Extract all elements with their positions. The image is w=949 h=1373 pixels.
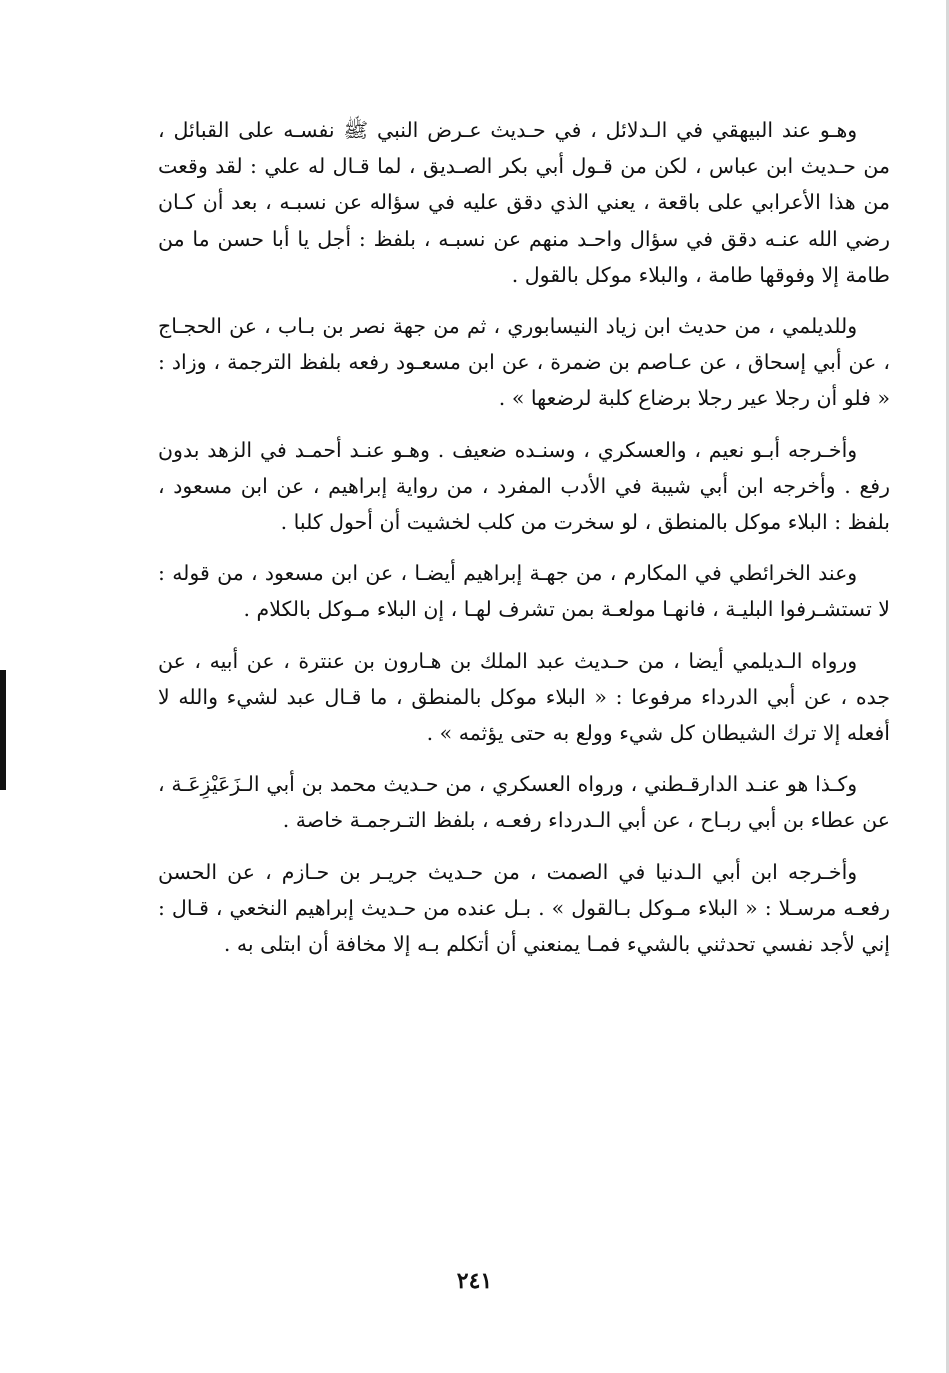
paragraph-3: وأخـرجه أبـو نعيم ، والعسكري ، وسنـده ضعيف . وهـو عنـد أحمـد في الزهد بدون رفع . وأخرجه ابن أبي شيبة في الأدب المفرد ، من رواية إبراهيم ، عن ابن مسعود ، بلفظ : البلاء موكل بالمنطق ، لو سخرت من كلب لخشيت أن أحول كلبا . [158, 437, 890, 535]
page-number: ٢٤١ [456, 1268, 493, 1294]
paragraph-4: وعند الخرائطي في المكارم ، من جهـة إبراهيم أيضـا ، عن ابن مسعود ، من قوله : لا تستشـرفوا البليـة ، فانهـا مولعـة بمن تشرف لهـا ، إن البلاء مـوكل بالكلام . [158, 561, 890, 622]
paragraph-7: وأخـرجه ابن أبي الـدنيا في الصمت ، من حـديث جريـر بن حـازم ، عن الحسن رفعـه مرسـلا : « البلاء مـوكل بـالقول » . بـل عنده من حـديث إبراهيم النخعي ، قـال : إني لأجد نفسي تحدثني بالشيء فمـا يمنعني أن أتكلم بـه إلا مخافة أن ابتلى به . [158, 859, 890, 957]
body-text [158, 112, 890, 977]
paragraph-6: وكـذا هو عنـد الدارقـطني ، ورواه العسكري ، من حـديث محمد بن أبي الـزَعَيْزِعَـة ، عن عطاء بن أبي ربـاح ، عن أبي الـدرداء رفعـه ، بلفظ التـرجمـة خاصة . [158, 772, 890, 833]
paragraph-1: وهـو عند البيهقي في الـدلائل ، في حـديث عـرض النبي ﷺ نفسـه على القبائل ، من حـديث ابن عباس ، لكن من قـول أبي بكر الصـديق ، لما قـال له علي : لقد وقعت من هذا الأعرابي على باقعة ، يعني الذي دقق عليه في سؤاله عن نسبـه ، بعد أن كـان رضي الله عنـه دقق في سؤال واحـد منهم عن نسبـه ، بلفظ : أجل يا أبا حسن ما من طامة إلا وفوقها طامة ، والبلاء موكل بالقول . [158, 118, 890, 287]
paragraph-2: وللديلمي ، من حديث ابن زياد النيسابوري ، ثم من جهة نصر بن بـاب ، عن الحجـاج ، عن أبي إسحاق ، عن عـاصم بن ضمرة ، عن ابن مسعـود رفعه بلفظ الترجمة ، وزاد : « فلو أن رجلا عير رجلا برضاع كلبة لرضعها » . [158, 314, 890, 411]
scan-edge-mark [0, 670, 6, 790]
paragraph-5: ورواه الـديلمي أيضا ، من حـديث عبد الملك بن هـارون بن عنترة ، عن أبيه ، عن جده ، عن أبي الدرداء مرفوعا : « البلاء موكل بالمنطق ، ما قـال عبد لشيء والله لا أفعله إلا ترك الشيطان كل شيء وولع به حتى يؤثمه » . [158, 648, 890, 746]
